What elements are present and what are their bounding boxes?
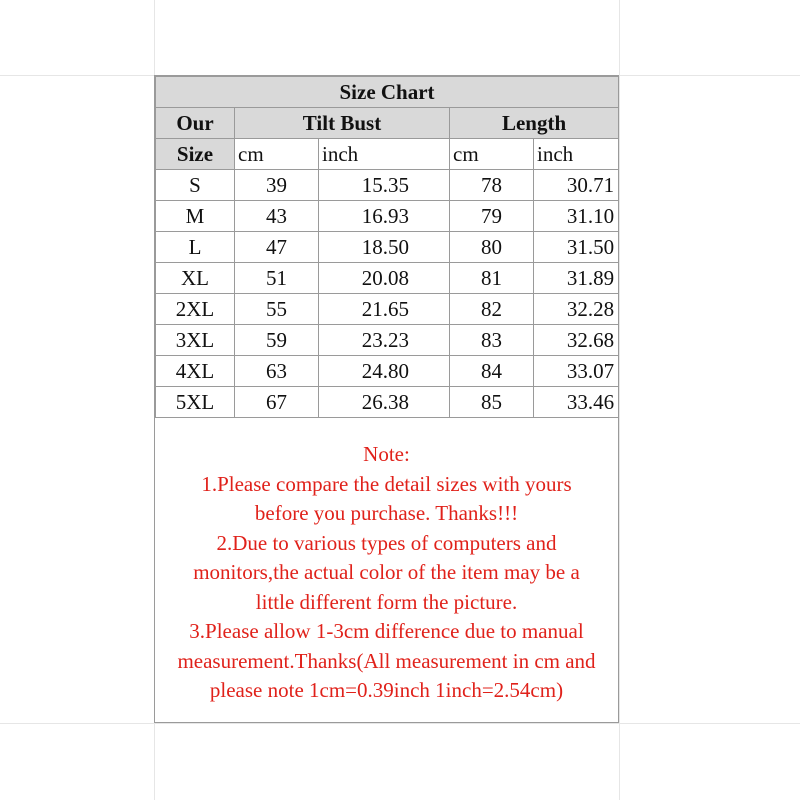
cell-length-cm[interactable]: 85 [450, 387, 534, 418]
gridline [0, 723, 800, 724]
cell-bust-inch[interactable]: 23.23 [319, 325, 450, 356]
cell-length-cm[interactable]: 82 [450, 294, 534, 325]
note-line: monitors,the actual color of the item may be a [193, 560, 580, 584]
unit-length-inch[interactable]: inch [534, 139, 619, 170]
cell-length-cm[interactable]: 83 [450, 325, 534, 356]
table-row [156, 232, 619, 263]
size-chart-sheet [154, 75, 619, 723]
cell-length-inch[interactable]: 33.07 [534, 356, 619, 387]
cell-length-cm[interactable]: 78 [450, 170, 534, 201]
header-size[interactable]: Size [156, 139, 235, 170]
table-row [156, 294, 619, 325]
cell-bust-inch[interactable]: 15.35 [319, 170, 450, 201]
cell-size[interactable]: 5XL [156, 387, 235, 418]
cell-size[interactable]: 2XL [156, 294, 235, 325]
cell-bust-inch[interactable]: 21.65 [319, 294, 450, 325]
note-line: little different form the picture. [255, 589, 518, 614]
unit-bust-cm[interactable]: cm [235, 139, 319, 170]
note-cell[interactable] [155, 423, 618, 722]
gridline [619, 0, 620, 800]
table-row [156, 170, 619, 201]
header-tilt-bust[interactable]: Tilt Bust [235, 108, 450, 139]
cell-size[interactable]: XL [156, 263, 235, 294]
cell-length-cm[interactable]: 81 [450, 263, 534, 294]
cell-bust-inch[interactable]: 26.38 [319, 387, 450, 418]
note-title: Note: [363, 442, 410, 466]
unit-length-cm[interactable]: cm [450, 139, 534, 170]
cell-bust-cm[interactable]: 55 [235, 294, 319, 325]
cell-size[interactable]: S [156, 170, 235, 201]
cell-bust-inch[interactable]: 18.50 [319, 232, 450, 263]
header-length[interactable]: Length [450, 108, 619, 139]
size-chart-table [155, 76, 619, 418]
note-line: 3.Please allow 1-3cm difference due to manual [189, 619, 584, 643]
table-row [156, 387, 619, 418]
cell-size[interactable]: M [156, 201, 235, 232]
header-our[interactable]: Our [156, 108, 235, 139]
note-line: measurement.Thanks(All measurement in cm and [177, 648, 596, 673]
cell-bust-cm[interactable]: 47 [235, 232, 319, 263]
cell-length-inch[interactable]: 30.71 [534, 170, 619, 201]
cell-length-cm[interactable]: 84 [450, 356, 534, 387]
unit-bust-inch[interactable]: inch [319, 139, 450, 170]
cell-length-inch[interactable]: 33.46 [534, 387, 619, 418]
chart-title[interactable]: Size Chart [156, 77, 619, 108]
cell-length-inch[interactable]: 31.10 [534, 201, 619, 232]
table-row [156, 325, 619, 356]
cell-length-inch[interactable]: 32.68 [534, 325, 619, 356]
cell-bust-cm[interactable]: 63 [235, 356, 319, 387]
note-line: please note 1cm=0.39inch 1inch=2.54cm) [209, 678, 564, 702]
cell-length-inch[interactable]: 31.50 [534, 232, 619, 263]
cell-bust-cm[interactable]: 39 [235, 170, 319, 201]
cell-size[interactable]: 4XL [156, 356, 235, 387]
cell-bust-cm[interactable]: 59 [235, 325, 319, 356]
cell-bust-inch[interactable]: 16.93 [319, 201, 450, 232]
cell-length-inch[interactable]: 31.89 [534, 263, 619, 294]
note-line: 1.Please compare the detail sizes with yours [201, 471, 572, 496]
cell-size[interactable]: L [156, 232, 235, 263]
table-row [156, 263, 619, 294]
table-row [156, 201, 619, 232]
note-line: 2.Due to various types of computers and [216, 530, 557, 555]
cell-length-inch[interactable]: 32.28 [534, 294, 619, 325]
cell-length-cm[interactable]: 79 [450, 201, 534, 232]
cell-bust-cm[interactable]: 67 [235, 387, 319, 418]
cell-bust-inch[interactable]: 24.80 [319, 356, 450, 387]
cell-bust-cm[interactable]: 51 [235, 263, 319, 294]
note-line: before you purchase. Thanks!!! [254, 501, 519, 525]
cell-bust-inch[interactable]: 20.08 [319, 263, 450, 294]
cell-bust-cm[interactable]: 43 [235, 201, 319, 232]
table-row [156, 356, 619, 387]
cell-size[interactable]: 3XL [156, 325, 235, 356]
cell-length-cm[interactable]: 80 [450, 232, 534, 263]
